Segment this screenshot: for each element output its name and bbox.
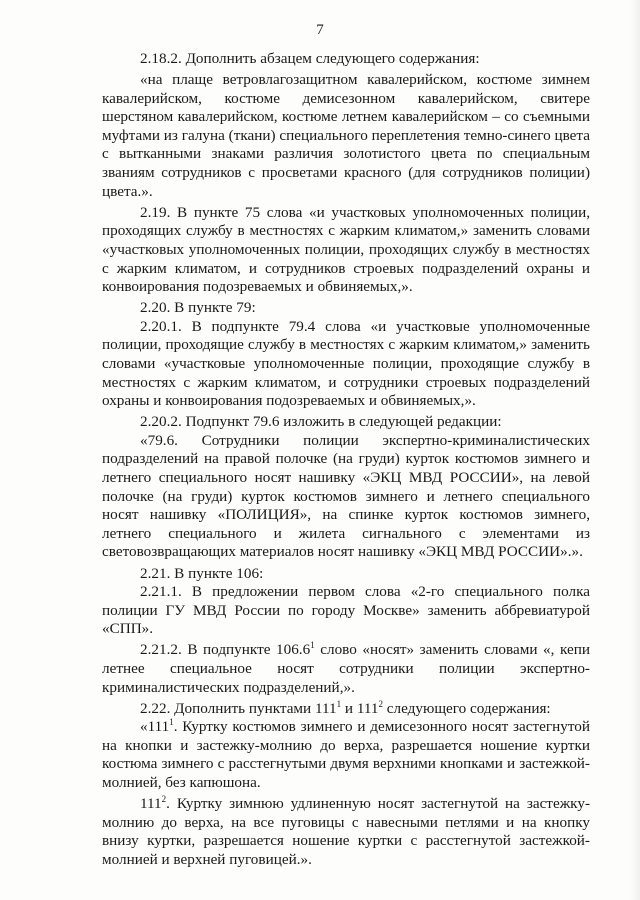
paragraph-111-2-post: . Куртку зимнюю удлиненную носят застегнутой на застежку-молнию до верха, на все пуговицы с навесными петлями и на кнопку внизу куртки, разрешается ношение куртки с расстегнутой застежкой-молнией и верхней пуговицей.». — [102, 795, 590, 868]
superscript: 1 — [310, 640, 315, 651]
paragraph-111-1-post: . Куртку костюмов зимнего и демисезонного носят застегнутой на кнопки и застежку-молнию до верха, разрешается ношение куртки костюма зимнего с расстегнутыми двумя верхними кнопками и застежкой-молнией, без капюшона. — [102, 718, 590, 792]
paragraph-2-20: 2.20. В пункте 79: — [140, 299, 256, 317]
paragraph-2-22-mid: и 111 — [341, 699, 379, 717]
paragraph-2-21: 2.21. В пункте 106: — [140, 564, 264, 582]
paragraph-2-21-2-post: слово «носят» заменить словами «, кепи летнее специальное носят сотрудники полиции экспертно-криминалистических подразделений,». — [102, 641, 591, 696]
superscript: 1 — [336, 698, 342, 709]
superscript: 1 — [169, 717, 174, 728]
paragraph-2-20-2: 2.20.2. Подпункт 79.6 изложить в следующей редакции: — [140, 413, 502, 431]
superscript: 2 — [161, 794, 167, 805]
paragraph-111-2-pre: 111 — [140, 795, 162, 813]
paragraph-quote-cavalry: «на плаще ветровлагозащитном кавалерийском, костюме зимнем кавалерийском, костюме демисезонном кавалерийском, свитере шерстяном кавалерийском, костюме летнем кавалерийском – со съемными муфтами из галуна (ткани) специального переплетения темно-синего цвета с вытканными знаками различия золотистого цвета по специальным званиям сотрудников с просветами красного (для сотрудников полиции) цвета.». — [102, 71, 590, 200]
paragraph-111-1 — [102, 718, 590, 792]
paragraph-2-20-1: 2.20.1. В подпункте 79.4 слова «и участковые уполномоченные полиции, проходящие службу в местностях с жарким климатом,» заменить словами «участковые уполномоченные полиции, проходящие службу в местностях с жарким климатом, и сотрудники строевых подразделений охраны и конвоирования подозреваемых и обвиняемых,». — [102, 317, 590, 410]
paragraph-2-22-post: следующего содержания: — [383, 699, 551, 717]
page-number: 7 — [316, 22, 324, 38]
paragraph-2-21-1: 2.21.1. В предложении первом слова «2-го специального полка полиции ГУ МВД России по городу Москве» заменить аббревиатурой «СПП». — [102, 583, 590, 638]
paragraph-79-6: «79.6. Сотрудники полиции экспертно-криминалистических подразделений на правой полочке (на груди) курток костюмов зимнего и летнего специального носят нашивку «ЭКЦ МВД РОССИИ», на левой полочке (на груди) курток костюмов зимнего и летнего специального носят нашивку «ПОЛИЦИЯ», на спинке курток костюмов зимнего, летнего специального и жилета сигнального с элементами из световозвращающих материалов носят нашивку «ЭКЦ МВД РОССИИ».». — [102, 431, 590, 561]
document-body — [102, 50, 590, 872]
paragraph-111-2 — [102, 795, 590, 869]
paragraph-111-1-pre: «111 — [140, 718, 170, 736]
superscript: 2 — [378, 698, 383, 709]
paragraph-2-21-2 — [102, 641, 590, 697]
paragraph-2-21-2-pre: 2.21.2. В подпункте 106.6 — [140, 641, 311, 659]
paragraph-2-18-2: 2.18.2. Дополнить абзацем следующего содержания: — [140, 50, 480, 67]
paragraph-2-22-pre: 2.22. Дополнить пунктами 111 — [140, 699, 337, 717]
paragraph-2-19: 2.19. В пункте 75 слова «и участковых уполномоченных полиции, проходящих службу в местностях с жарким климатом,» заменить словами «участковых уполномоченных полиции, проходящих службу в местностях с жарким климатом, и сотрудников строевых подразделений охраны и конвоирования подозреваемых и обвиняемых,». — [102, 203, 590, 296]
paragraph-2-22 — [102, 700, 590, 719]
scan-edge-shadow — [630, 0, 640, 900]
